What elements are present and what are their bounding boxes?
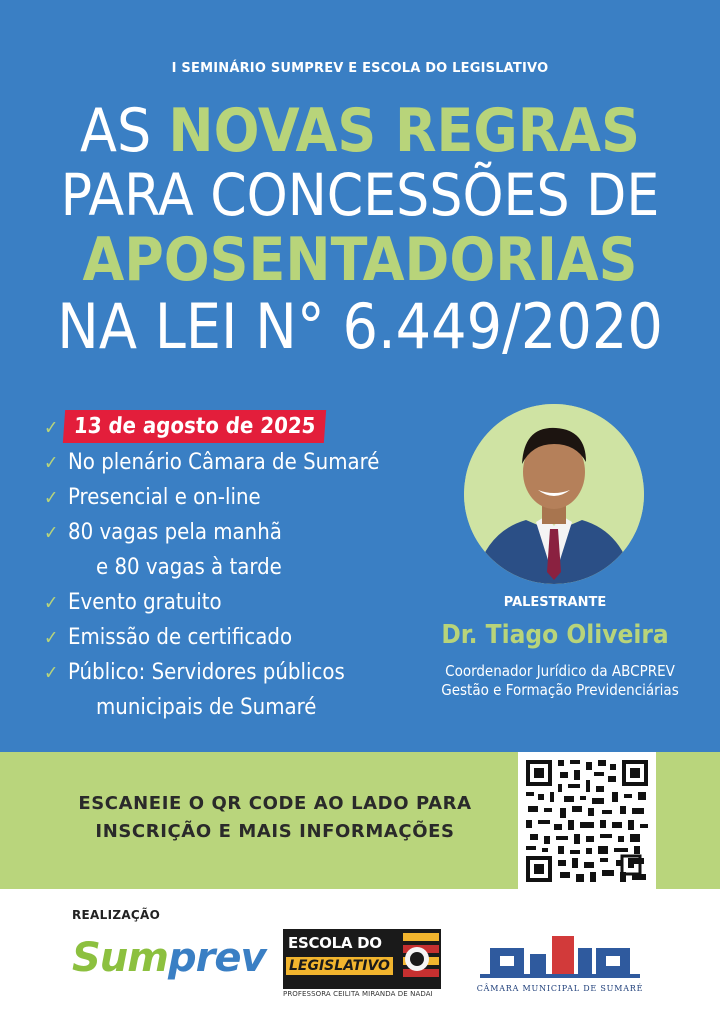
detail-text: 80 vagas pela manhã (68, 520, 282, 545)
check-icon: ✓ (44, 487, 59, 509)
title-line-1 (0, 96, 720, 166)
event-details-list (44, 410, 464, 725)
cta-line-1: ESCANEIE O QR CODE AO LADO PARA (78, 793, 472, 814)
detail-date (44, 410, 464, 445)
sumprev-logo (72, 936, 266, 980)
detail-text: Público: Servidores públicos (68, 660, 345, 685)
escola-logo-line-2: LEGISLATIVO (286, 957, 393, 975)
check-icon: ✓ (44, 627, 59, 649)
check-icon: ✓ (44, 662, 59, 684)
detail-text: Presencial e on-line (68, 485, 261, 510)
check-icon: ✓ (44, 417, 59, 439)
speaker-desc-line-1: Coordenador Jurídico da ABCPREV (445, 662, 675, 680)
cta-line-2: INSCRIÇÃO E MAIS INFORMAÇÕES (95, 821, 455, 842)
qr-code-icon (524, 758, 650, 884)
escola-logo-box (283, 929, 401, 989)
detail-text: No plenário Câmara de Sumaré (68, 450, 380, 475)
speaker-name: Dr. Tiago Oliveira (441, 620, 669, 650)
speaker-desc-line-2: Gestão e Formação Previdenciárias (441, 681, 679, 699)
event-kicker: I SEMINÁRIO SUMPREV E ESCOLA DO LEGISLATIVO (171, 61, 549, 76)
list-item-continuation (44, 550, 464, 585)
list-item (44, 655, 464, 690)
check-icon: ✓ (44, 522, 59, 544)
escola-logo-line-1: ESCOLA DO (288, 934, 382, 952)
speaker-portrait-icon (464, 404, 644, 584)
check-icon: ✓ (44, 592, 59, 614)
qr-code[interactable] (518, 752, 656, 889)
speaker-role: PALESTRANTE (503, 595, 607, 610)
title-line-3: APOSENTADORIAS (82, 225, 638, 295)
title-highlight: NOVAS REGRAS (168, 96, 640, 166)
list-item (44, 515, 464, 550)
escola-crest-icon (401, 929, 441, 989)
detail-text: municipais de Sumaré (96, 695, 317, 720)
title-prefix: AS (80, 96, 169, 166)
sumprev-logo-part-1: Sum (72, 935, 168, 981)
detail-text: e 80 vagas à tarde (96, 555, 282, 580)
list-item (44, 585, 464, 620)
list-item (44, 480, 464, 515)
speaker-photo (464, 404, 644, 584)
sumprev-logo-part-2: prev (167, 935, 266, 981)
camara-logo-label: CÂMARA MUNICIPAL DE SUMARÉ (476, 984, 644, 993)
escola-do-legislativo-logo (283, 929, 443, 1001)
list-item-continuation (44, 690, 464, 725)
check-icon: ✓ (44, 452, 59, 474)
camara-municipal-logo (470, 932, 650, 1002)
date-badge: 13 de agosto de 2025 (63, 410, 327, 443)
detail-text: Evento gratuito (68, 590, 222, 615)
title-line-4: NA LEI N° 6.449/2020 (57, 290, 663, 363)
list-item (44, 445, 464, 480)
detail-text: Emissão de certificado (68, 625, 293, 650)
list-item (44, 620, 464, 655)
footer-label: REALIZAÇÃO (72, 908, 161, 922)
escola-logo-subtitle: PROFESSORA CEILITA MIRANDA DE NADAI (283, 990, 433, 998)
speaker-description (420, 662, 700, 700)
camara-building-icon (470, 932, 650, 982)
cta-text (40, 790, 510, 846)
title-line-2: PARA CONCESSÕES DE (60, 161, 660, 229)
